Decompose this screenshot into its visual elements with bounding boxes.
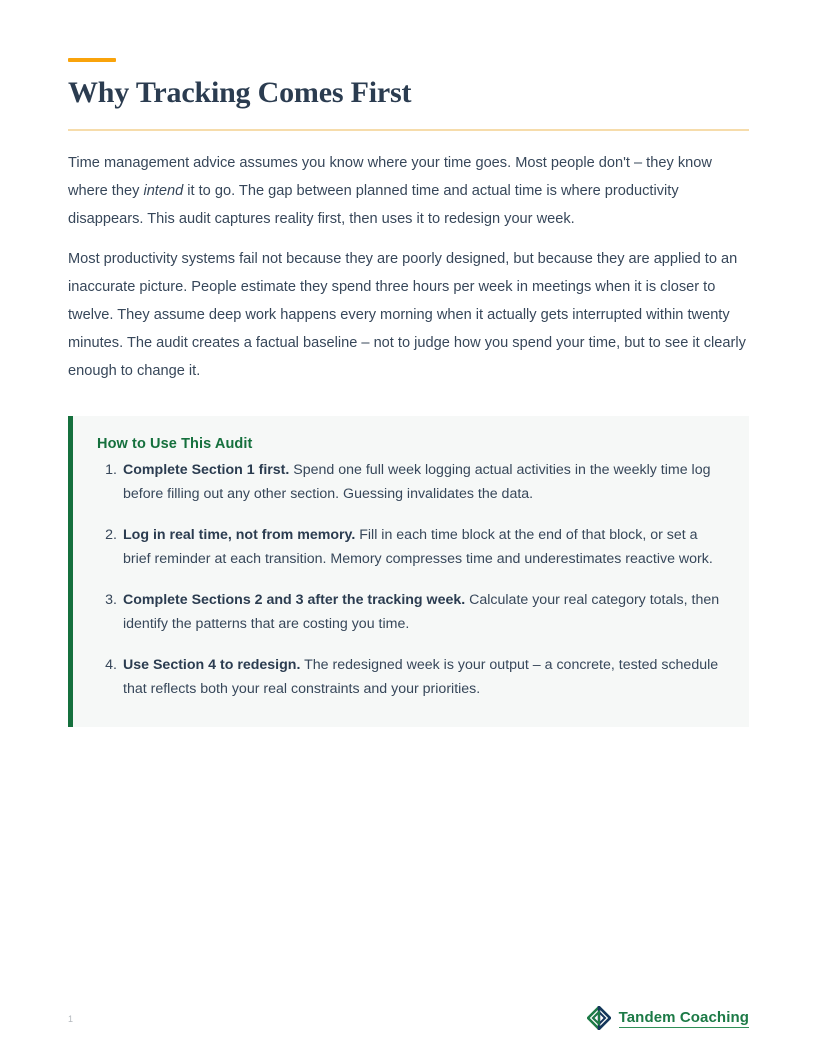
tandem-diamond-icon [587,1006,611,1030]
list-item-body: Calculate your real category totals, then identify the patterns that are costing you time. [123,591,720,632]
list-item [123,588,725,636]
callout-heading: How to Use This Audit [97,435,253,452]
body-copy [68,149,749,385]
title-divider-rule [68,129,749,131]
list-item-lead: Complete Section 1 first. [123,461,290,478]
intro-paragraph-part-1: Time management advice assumes you know where your time goes. Most people don't – they know where they [68,154,712,199]
brand-logo [587,1006,749,1030]
secondary-paragraph: Most productivity systems fail not because they are poorly designed, but because they are applied to an inaccurate picture. People estimate they spend three hours per week in meetings when it is closer to twelve. They assume deep work happens every morning when it actually gets interrupted within twenty minutes. The audit creates a factual baseline – not to judge how you spend your time, but to see it clearly enough to change it. [68,250,746,379]
list-item [123,523,725,571]
brand-name: Tandem Coaching [618,1008,749,1026]
list-item-lead: Complete Sections 2 and 3 after the tracking week. [123,591,466,608]
page-number: 1 [68,1014,74,1024]
list-item-body: Spend one full week logging actual activities in the weekly time log before filling out any other section. Guessing invalidates the data. [123,461,711,502]
list-item-body: The redesigned week is your output – a concrete, tested schedule that reflects both your real constraints and your priorities. [123,656,719,697]
intro-paragraph-emphasis: intend [143,182,184,199]
callout-instruction-list [97,458,725,701]
list-item [123,458,725,506]
page-footer [0,986,816,1056]
page-content [68,0,749,727]
intro-paragraph [68,149,749,233]
how-to-use-callout [68,416,749,727]
list-item-lead: Log in real time, not from memory. [123,526,356,543]
list-item-lead: Use Section 4 to redesign. [123,656,301,673]
list-item-body: Fill in each time block at the end of that block, or set a brief reminder at each transition. Memory compresses time and underestimates reactive work. [123,526,713,567]
page-title: Why Tracking Comes First [68,76,412,109]
list-item [123,653,725,701]
title-accent-bar [68,58,116,62]
intro-paragraph-part-2: it to go. The gap between planned time and actual time is where productivity disappears. This audit captures reality first, then uses it to redesign your week. [68,182,679,227]
